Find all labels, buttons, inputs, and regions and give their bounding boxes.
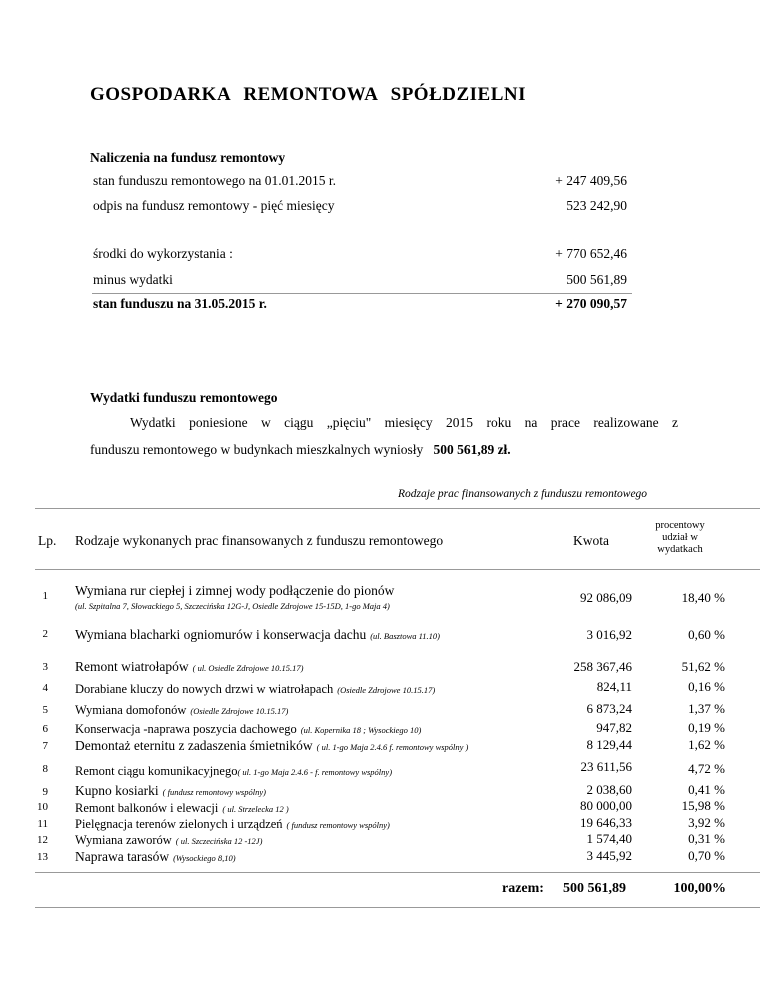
total-share: 100,00% [673, 881, 726, 896]
row-description: Naprawa tarasów [75, 849, 170, 864]
row-share: 51,62 % [681, 659, 725, 674]
total-label: razem: [502, 881, 544, 896]
row-description: Kupno kosiarki [75, 783, 159, 798]
row-amount: 6 873,24 [586, 701, 632, 716]
header-lp: Lp. [38, 533, 57, 548]
fund-balance-value: + 270 090,57 [555, 296, 627, 311]
row-description-line [75, 680, 435, 698]
expenses-total-amount: 500 561,89 zł. [433, 442, 511, 457]
row-share: 0,41 % [688, 782, 725, 797]
row-share: 15,98 % [681, 798, 725, 813]
row-note: ( ul. Osiedle Zdrojowe 10.15.17) [192, 663, 304, 673]
row-description-line [75, 848, 236, 866]
row-number: 13 [37, 851, 48, 863]
fund-row-label: minus wydatki [93, 272, 173, 287]
row-description-line [75, 658, 304, 676]
row-amount: 1 574,40 [586, 831, 632, 846]
row-number: 2 [42, 628, 48, 640]
row-note: (ul. Kopernika 18 ; Wysockiego 10) [300, 725, 422, 735]
row-number: 7 [42, 740, 48, 752]
row-note: (Osiedle Zdrojowe 10.15.17) [337, 685, 436, 695]
row-note: (Osiedle Zdrojowe 10.15.17) [190, 706, 289, 716]
fund-balance-label: stan funduszu na 31.05.2015 r. [93, 296, 267, 311]
row-description-line [75, 831, 262, 849]
row-number: 6 [42, 723, 48, 735]
row-amount: 80 000,00 [580, 798, 632, 813]
row-note: ( ul. Szczecińska 12 -12J) [175, 836, 263, 846]
row-amount: 258 367,46 [573, 659, 632, 674]
row-number: 12 [37, 834, 48, 846]
total-amount: 500 561,89 [563, 881, 626, 896]
table-total-border [35, 872, 760, 873]
row-description: Wymiana rur ciepłej i zimnej wody podłączenie do pionów [75, 583, 395, 598]
header-amount: Kwota [573, 533, 609, 548]
row-number: 5 [42, 704, 48, 716]
row-description: Wymiana blacharki ogniomurów i konserwacja dachu [75, 627, 367, 642]
row-amount: 92 086,09 [580, 590, 632, 605]
table-caption: Rodzaje prac finansowanych z funduszu remontowego [398, 488, 648, 500]
row-number: 8 [42, 763, 48, 775]
row-description: Remont wiatrołapów [75, 659, 189, 674]
page-title: GOSPODARKA REMONTOWA SPÓŁDZIELNI [90, 84, 527, 105]
expenses-paragraph-line2 [90, 442, 511, 458]
row-description-line [75, 626, 440, 644]
row-share: 18,40 % [681, 590, 725, 605]
row-description-line [75, 701, 288, 719]
fund-row-value: + 770 652,46 [555, 246, 627, 261]
row-share: 1,62 % [688, 737, 725, 752]
expenses-paragraph-text: funduszu remontowego w budynkach mieszkalnych wyniosły [90, 442, 424, 457]
fund-row-value: 500 561,89 [566, 272, 627, 287]
header-share-line: wydatkach [657, 544, 703, 555]
header-share-line: procentowy [655, 520, 705, 531]
row-note: ( ul. 1-go Maja 2.4.6 f. remontowy wspólny ) [316, 742, 469, 752]
row-amount: 2 038,60 [586, 782, 632, 797]
row-description: Remont ciągu komunikacyjnego [75, 764, 238, 778]
row-amount: 8 129,44 [586, 737, 632, 752]
row-share: 0,60 % [688, 627, 725, 642]
row-description-line [75, 737, 468, 755]
row-number: 9 [42, 786, 48, 798]
row-number: 3 [42, 661, 48, 673]
row-description: Dorabiane kluczy do nowych drzwi w wiatrołapach [75, 682, 334, 696]
fund-row-value: 523 242,90 [566, 198, 627, 213]
table-bottom-border [35, 907, 760, 908]
row-description-line [75, 762, 392, 780]
row-note: ( fundusz remontowy wspólny) [286, 820, 390, 830]
row-description: Demontaż eternitu z zadaszenia śmietników [75, 738, 313, 753]
fund-row-value: + 247 409,56 [555, 173, 627, 188]
row-note: (ul. Basztowa 11.10) [370, 631, 440, 641]
row-note: ( fundusz remontowy wspólny) [162, 787, 266, 797]
row-amount: 23 611,56 [580, 759, 632, 774]
row-number: 4 [42, 682, 48, 694]
fund-row-label: środki do wykorzystania : [93, 246, 233, 261]
header-share-line: udział w [662, 532, 698, 543]
row-description-line [75, 720, 421, 738]
row-amount: 19 646,33 [580, 815, 632, 830]
divider [92, 293, 632, 294]
row-number: 10 [37, 801, 48, 813]
row-description-line [75, 782, 266, 800]
row-description: Pielęgnacja terenów zielonych i urządzeń [75, 817, 283, 831]
row-note: (Wysockiego 8,10) [173, 853, 236, 863]
row-share: 0,16 % [688, 679, 725, 694]
fund-row-label: odpis na fundusz remontowy - pięć miesięcy [93, 198, 335, 213]
expenses-heading: Wydatki funduszu remontowego [90, 390, 278, 405]
row-description: Wymiana zaworów [75, 833, 172, 847]
row-share: 4,72 % [688, 761, 725, 776]
row-share: 3,92 % [688, 815, 725, 830]
fund-row-label: stan funduszu remontowego na 01.01.2015 r. [93, 173, 336, 188]
header-share [640, 520, 720, 556]
fund-heading: Naliczenia na fundusz remontowy [90, 150, 286, 165]
row-description: Wymiana domofonów [75, 703, 187, 717]
row-description: Remont balkonów i elewacji [75, 801, 219, 815]
row-share: 0,31 % [688, 831, 725, 846]
header-description: Rodzaje wykonanych prac finansowanych z funduszu remontowego [75, 533, 444, 548]
row-note: (ul. Szpitalna 7, Słowackiego 5, Szczecińska 12G-J, Osiedle Zdrojowe 15-15D, 1-go Maja 4) [75, 601, 390, 611]
expenses-paragraph-line1: Wydatki poniesione w ciągu „pięciu" miesięcy 2015 roku na prace realizowane z [130, 415, 678, 430]
row-share: 0,19 % [688, 720, 725, 735]
row-number: 1 [42, 590, 48, 602]
table-top-border [35, 508, 760, 509]
row-description: Konserwacja -naprawa poszycia dachowego [75, 722, 297, 736]
row-share: 1,37 % [688, 701, 725, 716]
row-note: ( ul. Strzelecka 12 ) [222, 804, 289, 814]
row-number: 11 [37, 818, 48, 830]
row-share: 0,70 % [688, 848, 725, 863]
row-amount: 947,82 [596, 720, 632, 735]
row-amount: 824,11 [596, 679, 632, 694]
table-header-border [35, 569, 760, 570]
row-note: ( ul. 1-go Maja 2.4.6 - f. remontowy wspólny) [237, 767, 393, 777]
row-amount: 3 016,92 [586, 627, 632, 642]
row-amount: 3 445,92 [586, 848, 632, 863]
